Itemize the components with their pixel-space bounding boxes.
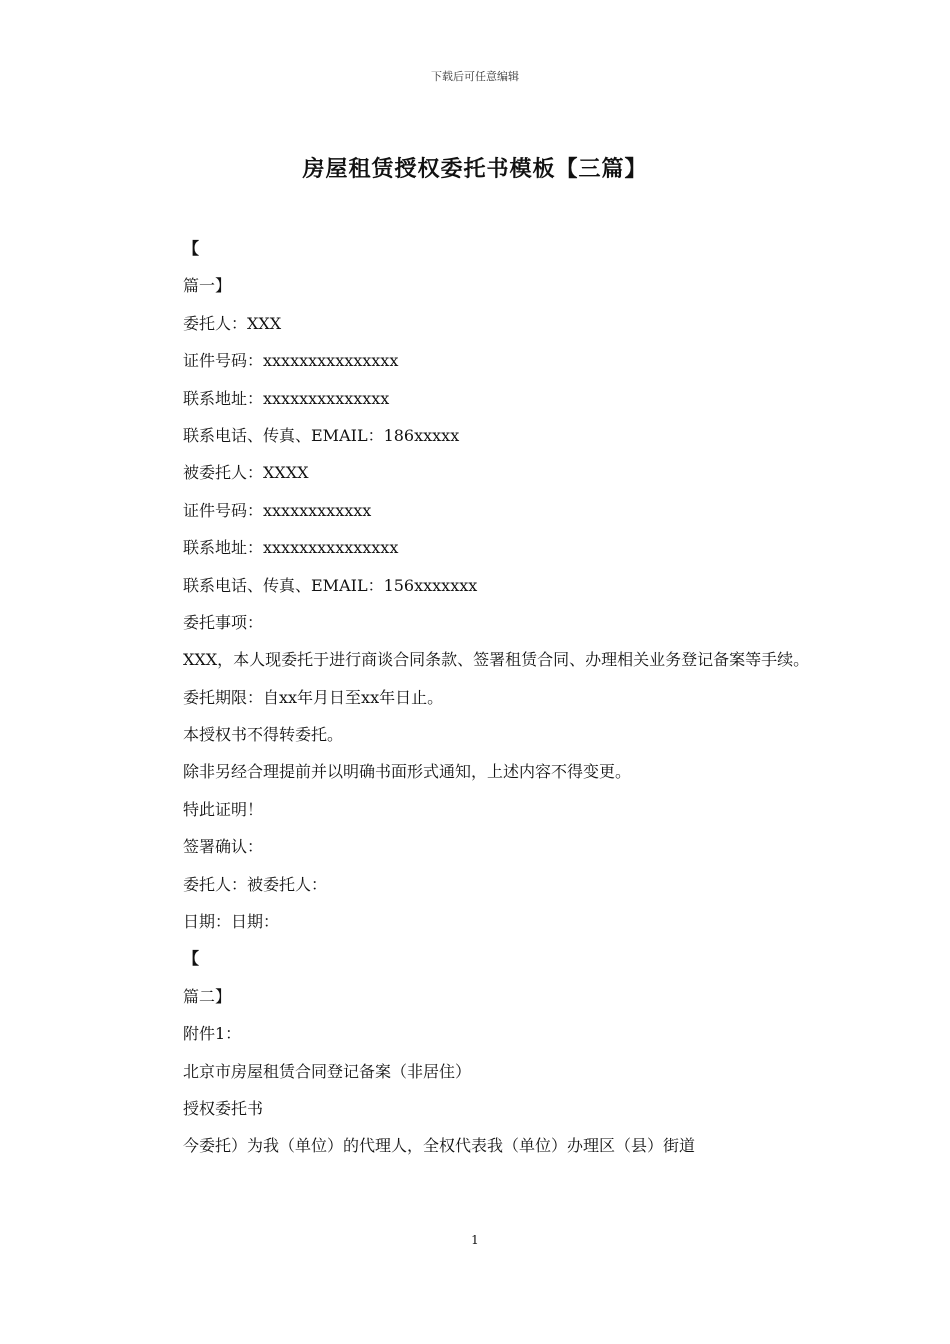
body-line: 特此证明！ xyxy=(183,799,264,819)
body-line: 【 xyxy=(183,239,200,258)
body-line: 本授权书不得转委托。 xyxy=(183,725,344,745)
body-line: 联系电话、传真、EMAIL：186xxxxx xyxy=(183,425,460,445)
body-line: 篇一】 xyxy=(183,276,232,296)
body-line: 联系地址：xxxxxxxxxxxxxx xyxy=(183,388,390,408)
body-line: 除非另经合理提前并以明确书面形式通知，上述内容不得变更。 xyxy=(183,762,632,782)
body-line: 北京市房屋租赁合同登记备案（非居住） xyxy=(183,1061,472,1081)
body-line: 被委托人：XXXX xyxy=(183,463,309,483)
body-line: 授权委托书 xyxy=(183,1099,264,1118)
body-line: 日期：日期： xyxy=(183,912,280,932)
body-line: 签署确认： xyxy=(183,837,264,857)
document-body xyxy=(145,230,810,1165)
body-line: 委托事项： xyxy=(183,612,264,632)
document-title: 房屋租赁授权委托书模板【三篇】 xyxy=(302,156,648,182)
body-line: 证件号码：xxxxxxxxxxxxxxx xyxy=(183,351,399,371)
body-line: 附件1： xyxy=(183,1024,242,1044)
body-line: 【 xyxy=(183,949,200,969)
body-line: 委托人：XXX xyxy=(183,313,282,333)
body-line: 联系电话、传真、EMAIL：156xxxxxxx xyxy=(183,575,478,595)
page-header: 下载后可任意编辑 xyxy=(431,70,519,83)
body-line: 联系地址：xxxxxxxxxxxxxxx xyxy=(183,538,399,558)
body-line: 今委托）为我（单位）的代理人，全权代表我（单位）办理区（县）街道 xyxy=(183,1136,696,1156)
body-line: 证件号码：xxxxxxxxxxxx xyxy=(183,500,372,520)
body-line: 委托期限：自xx年月日至xx年日止。 xyxy=(183,687,444,707)
body-line: 篇二】 xyxy=(183,986,232,1006)
page-number: 1 xyxy=(471,1233,479,1247)
body-line: XXX，本人现委托于进行商谈合同条款、签署租赁合同、办理相关业务登记备案等手续。 xyxy=(183,650,810,670)
body-line: 委托人：被委托人： xyxy=(183,874,328,894)
